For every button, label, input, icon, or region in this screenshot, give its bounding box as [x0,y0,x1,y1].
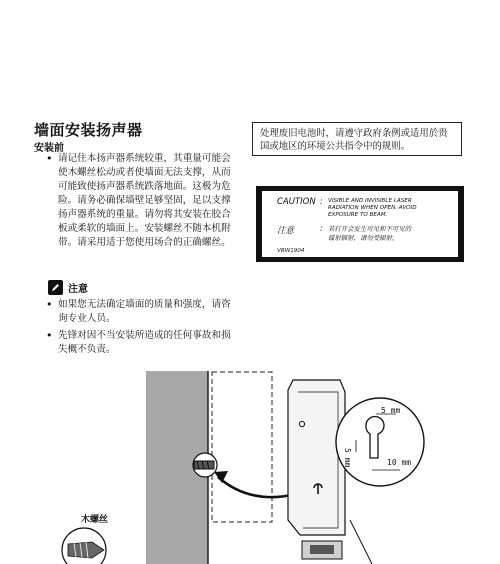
speaker-back-panel [288,380,345,559]
caution-chinese-line: 镭射辐射，请勿受辐射。 [328,234,399,242]
caution-english-text [328,198,417,219]
caution-chinese-line: 若打开会发生可见和不可见的 [328,225,412,233]
caution-code: VRW1904 [277,248,305,254]
caution-english-line: VISIBLE AND INVISIBLE LASER [328,198,412,204]
screw-icon [194,461,214,469]
wall-mounting-figure [0,365,500,564]
dimension-5mm-horizontal: 5 mm [381,406,401,415]
note-list [46,298,232,357]
speaker-outline-dashed [212,372,272,522]
note-heading-label: 注意 [68,284,88,295]
caution-english-line: EXPOSURE TO BEAM. [328,212,388,218]
dimension-10mm: 10 mm [387,458,412,467]
note-heading [48,280,88,295]
arrow-head [214,471,228,483]
list-item: • 如果您无法确定墙面的质量和强度，请咨询专业人员。 [46,298,232,326]
caution-colon: : [320,197,323,207]
battery-disposal-note: 处理废旧电池时，请遵守政府条例或适用於贵国或地区的环境公共指令中的规则。 [252,122,462,156]
keyhole-detail-callout [336,398,424,486]
list-item: • 请记住本扬声器系统较重，其重量可能会使木螺丝松动或者使墙面无法支撑，从而可能致使扬声器系统跌落地面。这极为危险。请务必确保墙壁足够坚固，足以支撑扬声器系统的重量。请勿将其安装在胶合板或柔软的墙面上。安装螺丝不随本机附带。请采用适于您使用场合的正确螺丝。 [46,152,232,250]
caution-chinese-text [328,225,411,243]
caution-chinese-word: 注意 [277,226,295,236]
pencil-icon [48,280,63,295]
instruction-paragraph [46,152,232,250]
section-title: 墙面安装扬声器 [34,121,143,139]
dimension-5mm-vertical: 5 mm [343,448,352,468]
list-item: • 先锋对因不当安装所造成的任何事故和损失概不负责。 [46,329,232,357]
section-subhead: 安装前 [34,143,64,154]
caution-word: CAUTION [277,197,316,207]
caution-colon: : [320,224,323,234]
wood-screw-label: 木螺丝 [81,515,109,525]
caution-english-line: RADIATION WHEN OPEN. AVOID [328,205,417,211]
